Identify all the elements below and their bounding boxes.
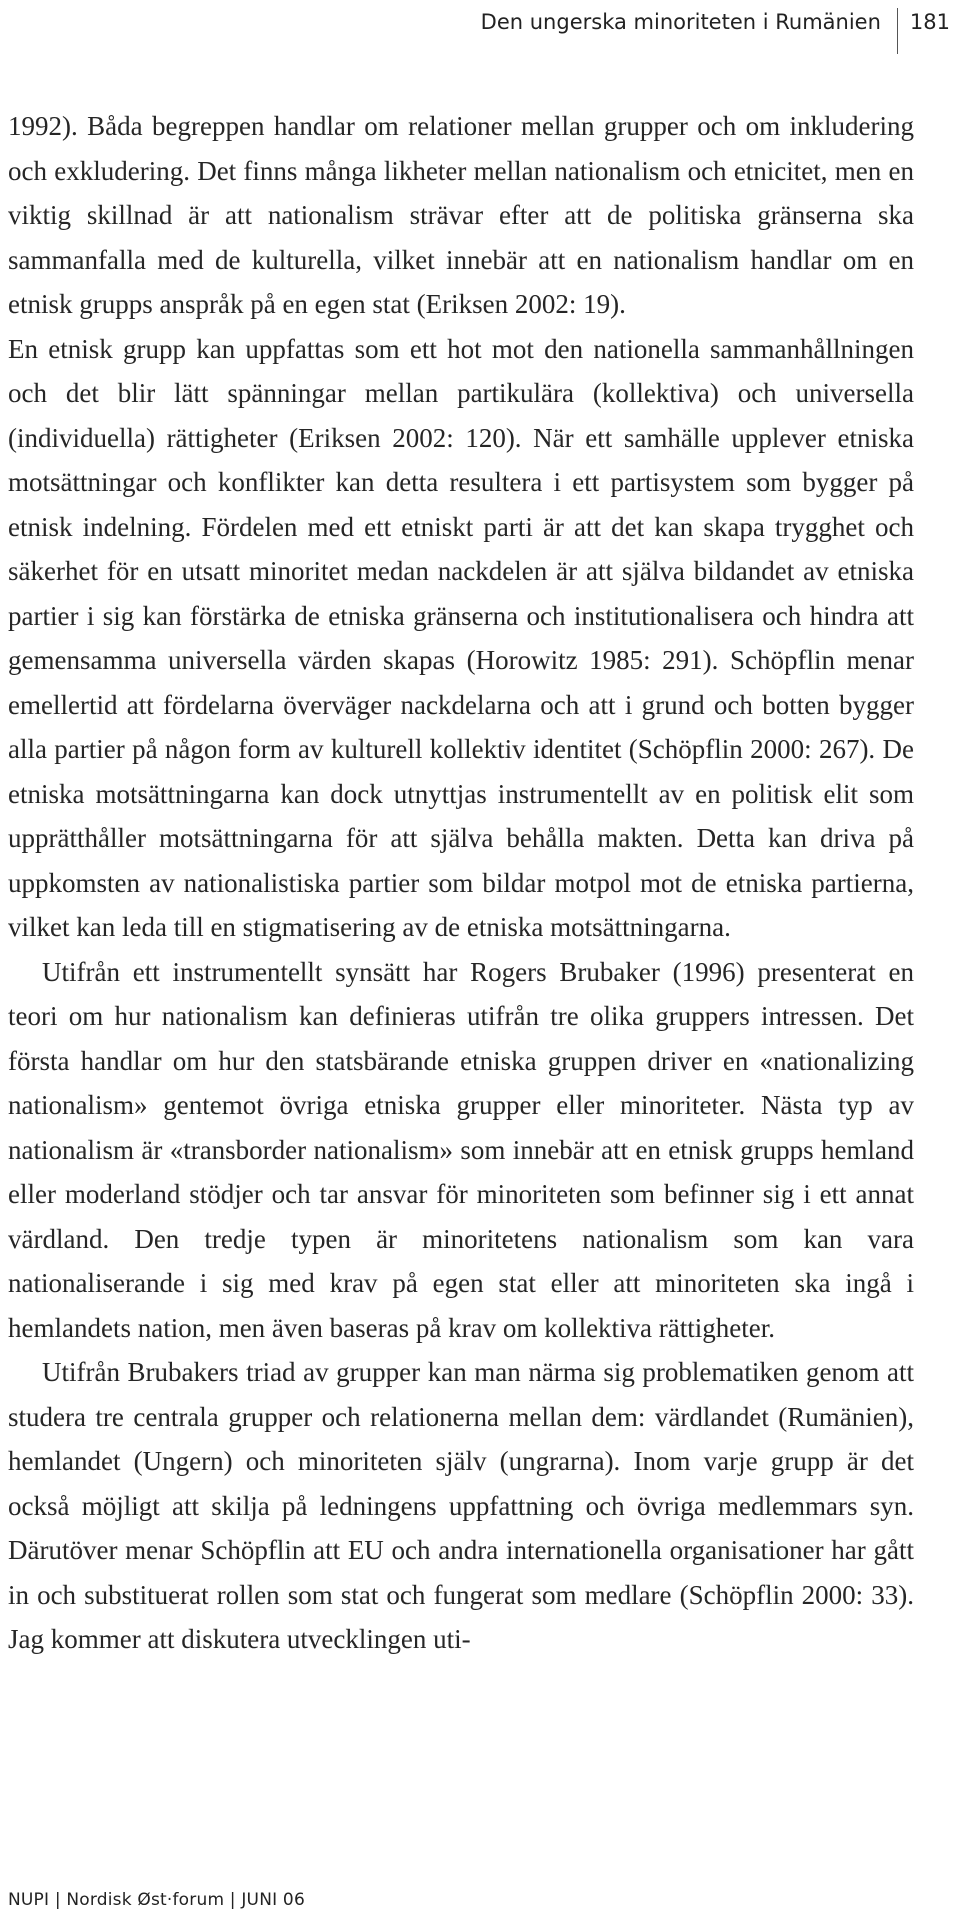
body-text — [8, 104, 914, 1662]
page-footer: NUPI | Nordisk Øst·forum | JUNI 06 — [8, 1890, 305, 1910]
running-head-title: Den ungerska minoriteten i Rumänien — [480, 10, 881, 34]
paragraph-2: En etnisk grupp kan uppfattas som ett hot mot den nationella sammanhållningen och det blir lätt spänningar mellan partikulära (kollektiva) och universella (individuella) rättigheter (Eriksen 2002: 120). När ett samhälle upplever etniska motsättningar och konflikter kan detta resultera i ett partisystem som bygger på etnisk indelning. Fördelen med ett etniskt parti är att det kan skapa trygghet och säkerhet för en utsatt minoritet medan nackdelen är att själva bildandet av etniska partier i sig kan förstärka de etniska gränserna och institutionalisera och hindra att gemensamma universella värden skapas (Horowitz 1985: 291). Schöpflin menar emellertid att fördelarna överväger nackdelarna och att i grund och botten bygger alla partier på någon form av kulturell kollektiv identitet (Schöpflin 2000: 267). De etniska motsättningarna kan dock utnyttjas instrumentellt av en politisk elit som upprätthåller motsättningarna för att själva behålla makten. Detta kan driva på uppkomsten av nationalistiska partier som bildar motpol mot de etniska partierna, vilket kan leda till en stigmatisering av de etniska motsättningarna. — [8, 333, 914, 942]
paragraph-4: Utifrån Brubakers triad av grupper kan man närma sig problematiken genom att studera tre centrala grupper och relationerna mellan dem: värdlandet (Rumänien), hemlandet (Ungern) och minoriteten själv (ungrarna). Inom varje grupp är det också möjligt att skilja på ledningens uppfattning och övriga medlemmars syn. Därutöver menar Schöpflin att EU och andra internationella organisationer har gått in och substituerat rollen som stat och fungerat som medlare (Schöpflin 2000: 33). Jag kommer att diskutera utvecklingen uti- — [8, 1357, 914, 1654]
page-number: 181 — [909, 10, 950, 34]
paragraph-1: 1992). Båda begreppen handlar om relationer mellan grupper och om inkludering och exkludering. Det finns många likheter mellan nationalism och etnicitet, men en viktig skillnad är att nationalism strävar efter att de politiska gränserna ska sammanfalla med de kulturella, vilket innebär att en nationalism handlar om en etnisk grupps anspråk på en egen stat (Eriksen 2002: 19). — [8, 111, 914, 319]
running-head — [481, 8, 950, 56]
paragraph-3: Utifrån ett instrumentellt synsätt har Rogers Brubaker (1996) presenterat en teori om hur nationalism kan definieras utifrån tre olika gruppers intressen. Det första handlar om hur den statsbärande etniska gruppen driver en «nationalizing nationalism» gentemot övriga etniska grupper eller minoriteter. Nästa typ av nationalism är «transborder nationalism» som innebär att en etnisk grupps hemland eller moderland stödjer och tar ansvar för minoriteten som befinner sig i ett annat värdland. Den tredje typen är minoritetens nationalism som kan vara nationaliserande i sig med krav på egen stat eller att minoriteten ska ingå i hemlandets nation, men även baseras på krav om kollektiva rättigheter. — [8, 956, 914, 1343]
